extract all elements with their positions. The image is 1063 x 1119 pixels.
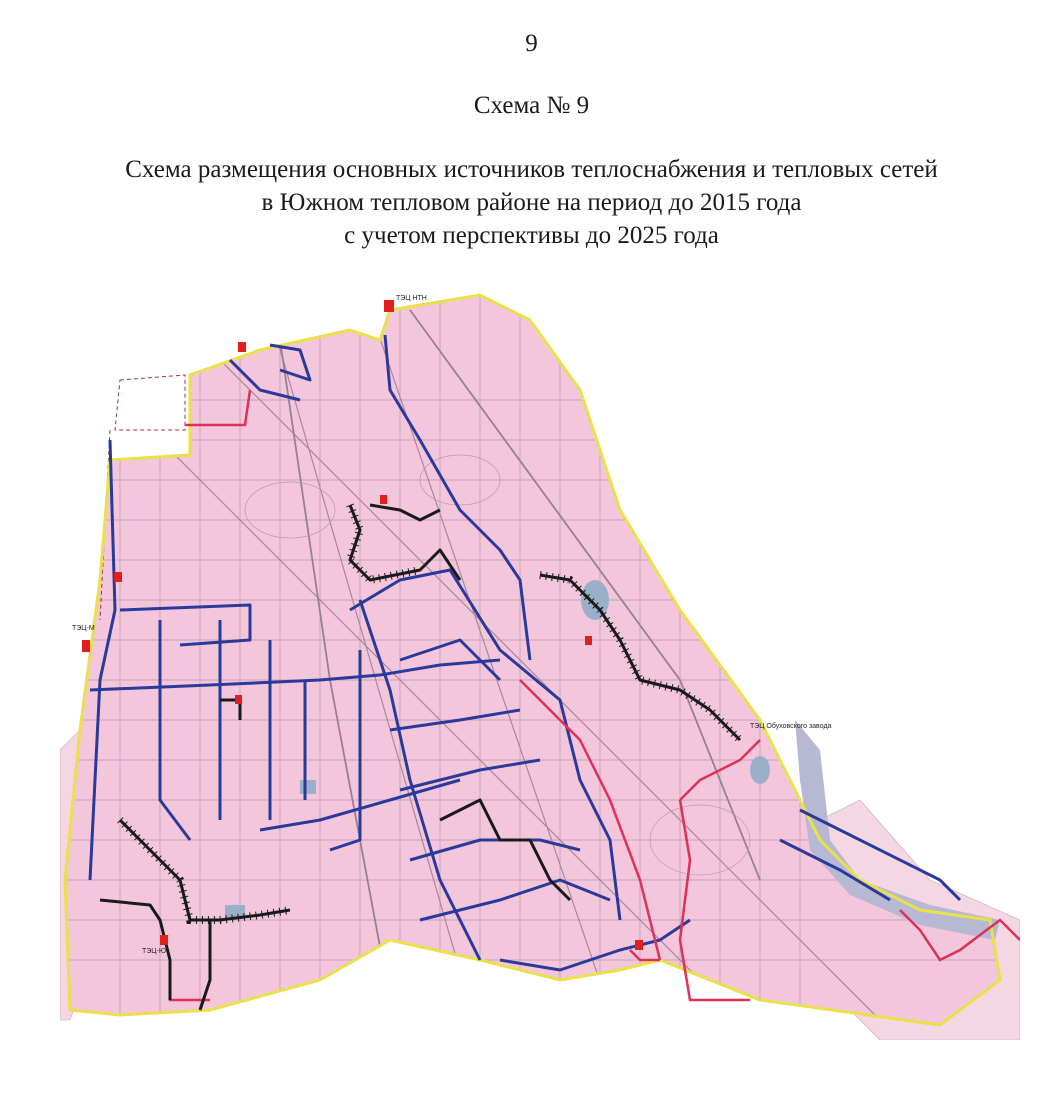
label-tec-right: ТЭЦ Обуховского завода: [750, 723, 832, 730]
page-number: 9: [525, 30, 538, 57]
label-tec-top: ТЭЦ НТН: [396, 295, 427, 302]
caption-line-3: с учетом перспективы до 2025 года: [344, 222, 719, 249]
label-tec-left: ТЭЦ-М: [72, 625, 95, 632]
caption-line-1: Схема размещения основных источников теплоснабжения и тепловых сетей: [125, 156, 938, 183]
district-area: [65, 295, 1000, 1025]
scheme-title: Схема № 9: [473, 92, 590, 119]
map-canvas: [60, 280, 1020, 1040]
caption-line-2: в Южном тепловом районе на период до 2015 года: [261, 189, 802, 216]
scheme-caption: [0, 153, 1063, 252]
label-tec-bottom: ТЭЦ-Ю: [142, 948, 166, 955]
heat-supply-map: [60, 280, 1020, 1040]
